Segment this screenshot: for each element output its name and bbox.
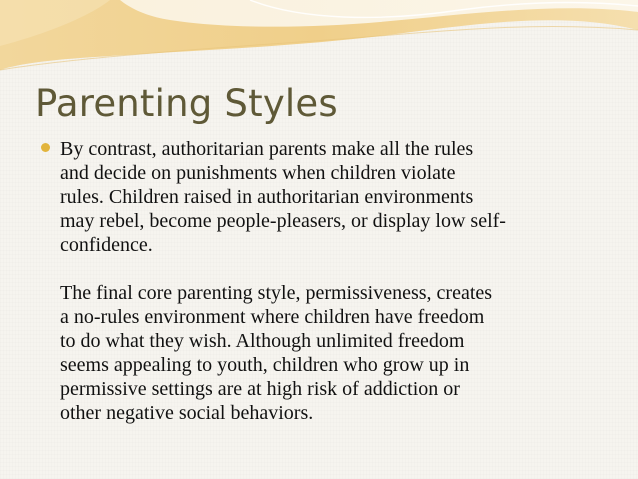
paragraph-spacer bbox=[60, 257, 600, 281]
bullet-icon bbox=[41, 143, 50, 152]
paragraph-line: and decide on punishments when children violate bbox=[60, 162, 456, 184]
paragraph-line: The final core parenting style, permissiveness, creates bbox=[60, 282, 493, 304]
slide-title: Parenting Styles bbox=[35, 82, 338, 125]
paragraph-line: confidence. bbox=[60, 234, 153, 256]
paragraph-line: a no-rules environment where children have freedom bbox=[60, 306, 485, 328]
paragraph-line: rules. Children raised in authoritarian environments bbox=[60, 186, 474, 208]
bullet-body-text bbox=[60, 137, 600, 425]
header-wave-decoration bbox=[0, 0, 638, 75]
paragraph-line: other negative social behaviors. bbox=[60, 402, 314, 424]
paragraph-line: may rebel, become people-pleasers, or display low self- bbox=[60, 210, 506, 232]
paragraph-line: permissive settings are at high risk of addiction or bbox=[60, 378, 460, 400]
paragraph-line: to do what they wish. Although unlimited freedom bbox=[60, 330, 465, 352]
paragraph-line: By contrast, authoritarian parents make all the rules bbox=[60, 138, 474, 160]
paragraph-line: seems appealing to youth, children who grow up in bbox=[60, 354, 470, 376]
